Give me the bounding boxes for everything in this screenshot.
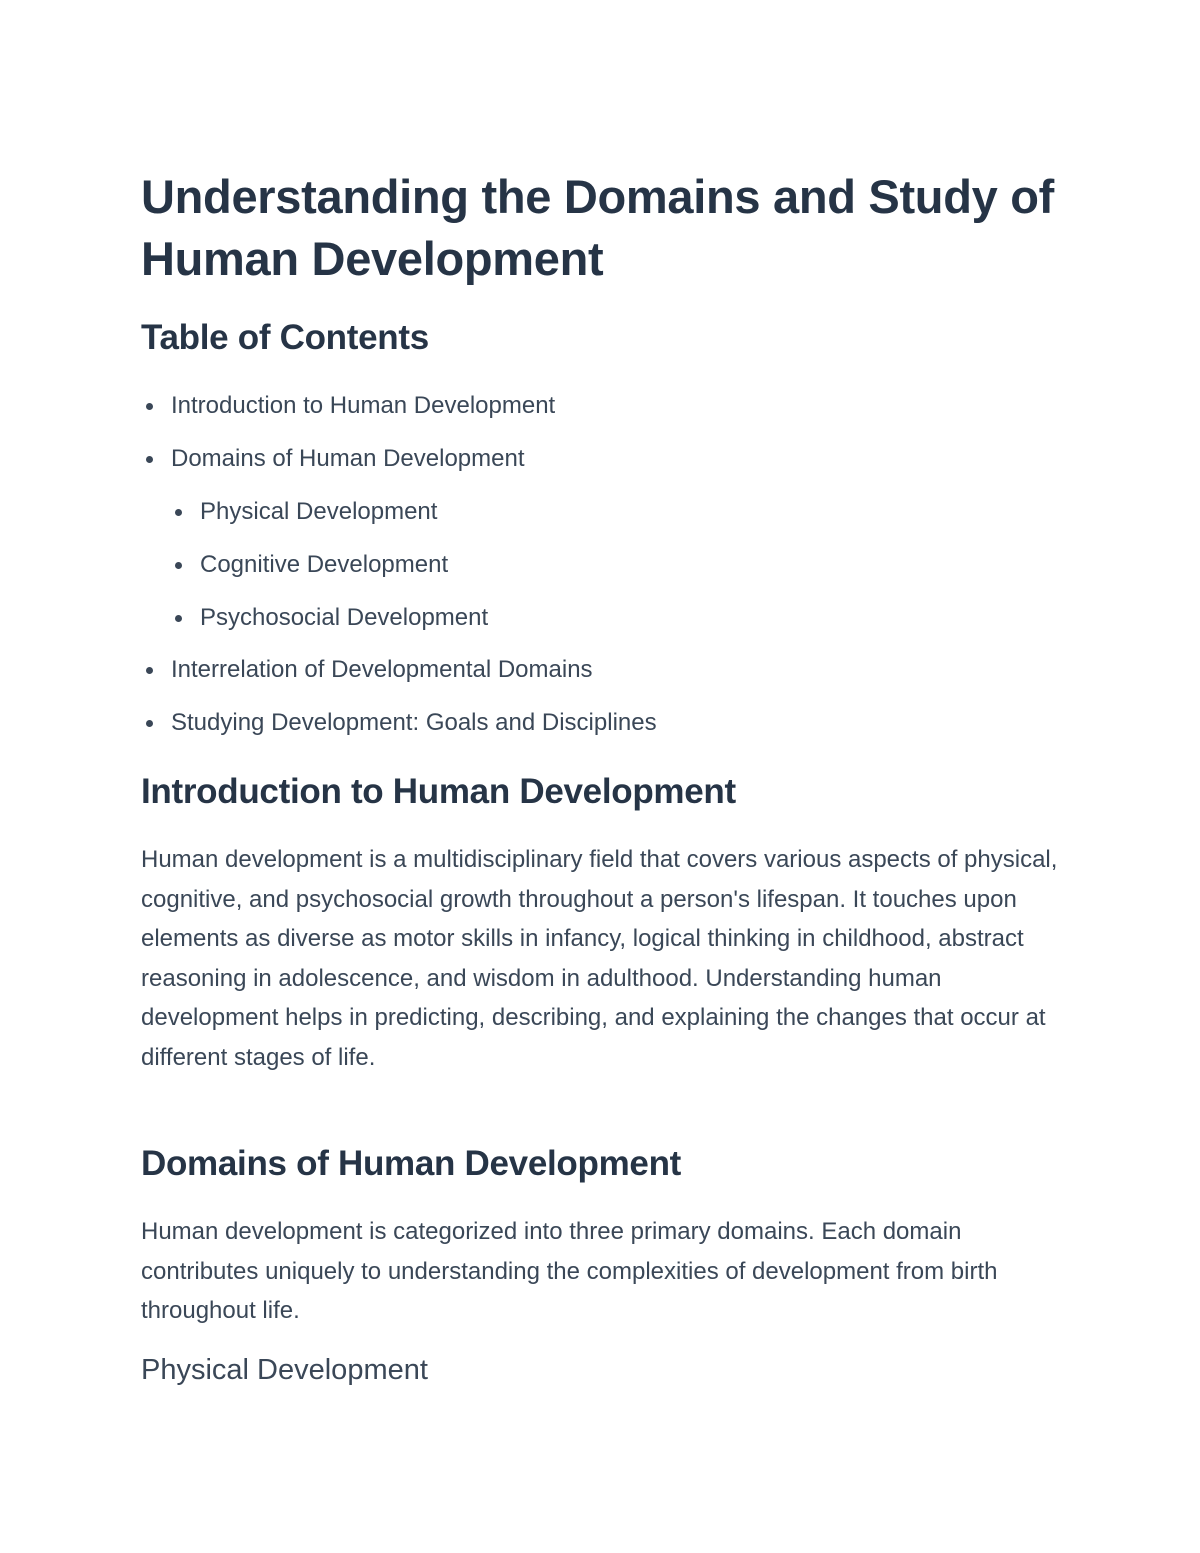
- section-text-introduction: Human development is a multidisciplinary field that covers various aspects of physical, cognitive, and psychosocial growth throughout a person's lifespan. It touches upon elements as diverse as motor skills in infancy, logical thinking in childhood, abstract reasoning in adolescence, and wisdom in adulthood. Understanding human development helps in predicting, describing, and explaining the changes that occur at different stages of life.: [141, 846, 1058, 1071]
- toc-heading: Table of Contents: [141, 318, 429, 357]
- section-heading-introduction: Introduction to Human Development: [141, 772, 736, 811]
- section-text-domains: Human development is categorized into three primary domains. Each domain contributes uniquely to understanding the complexities of development from birth throughout life.: [141, 1218, 998, 1324]
- document-title: Understanding the Domains and Study of Human Development: [141, 170, 1054, 285]
- toc-item-studying[interactable]: Studying Development: Goals and Disciplines: [171, 709, 657, 736]
- toc-item-domains[interactable]: Domains of Human Development: [171, 445, 525, 472]
- toc-item-interrelation[interactable]: Interrelation of Developmental Domains: [171, 656, 593, 683]
- section-heading-domains: Domains of Human Development: [141, 1144, 682, 1183]
- toc-item-physical[interactable]: Physical Development: [200, 498, 438, 525]
- toc-item-introduction[interactable]: Introduction to Human Development: [171, 392, 556, 419]
- toc-item-cognitive[interactable]: Cognitive Development: [200, 551, 449, 578]
- toc-item-psychosocial[interactable]: Psychosocial Development: [200, 604, 489, 631]
- subsection-heading-physical: Physical Development: [141, 1354, 428, 1386]
